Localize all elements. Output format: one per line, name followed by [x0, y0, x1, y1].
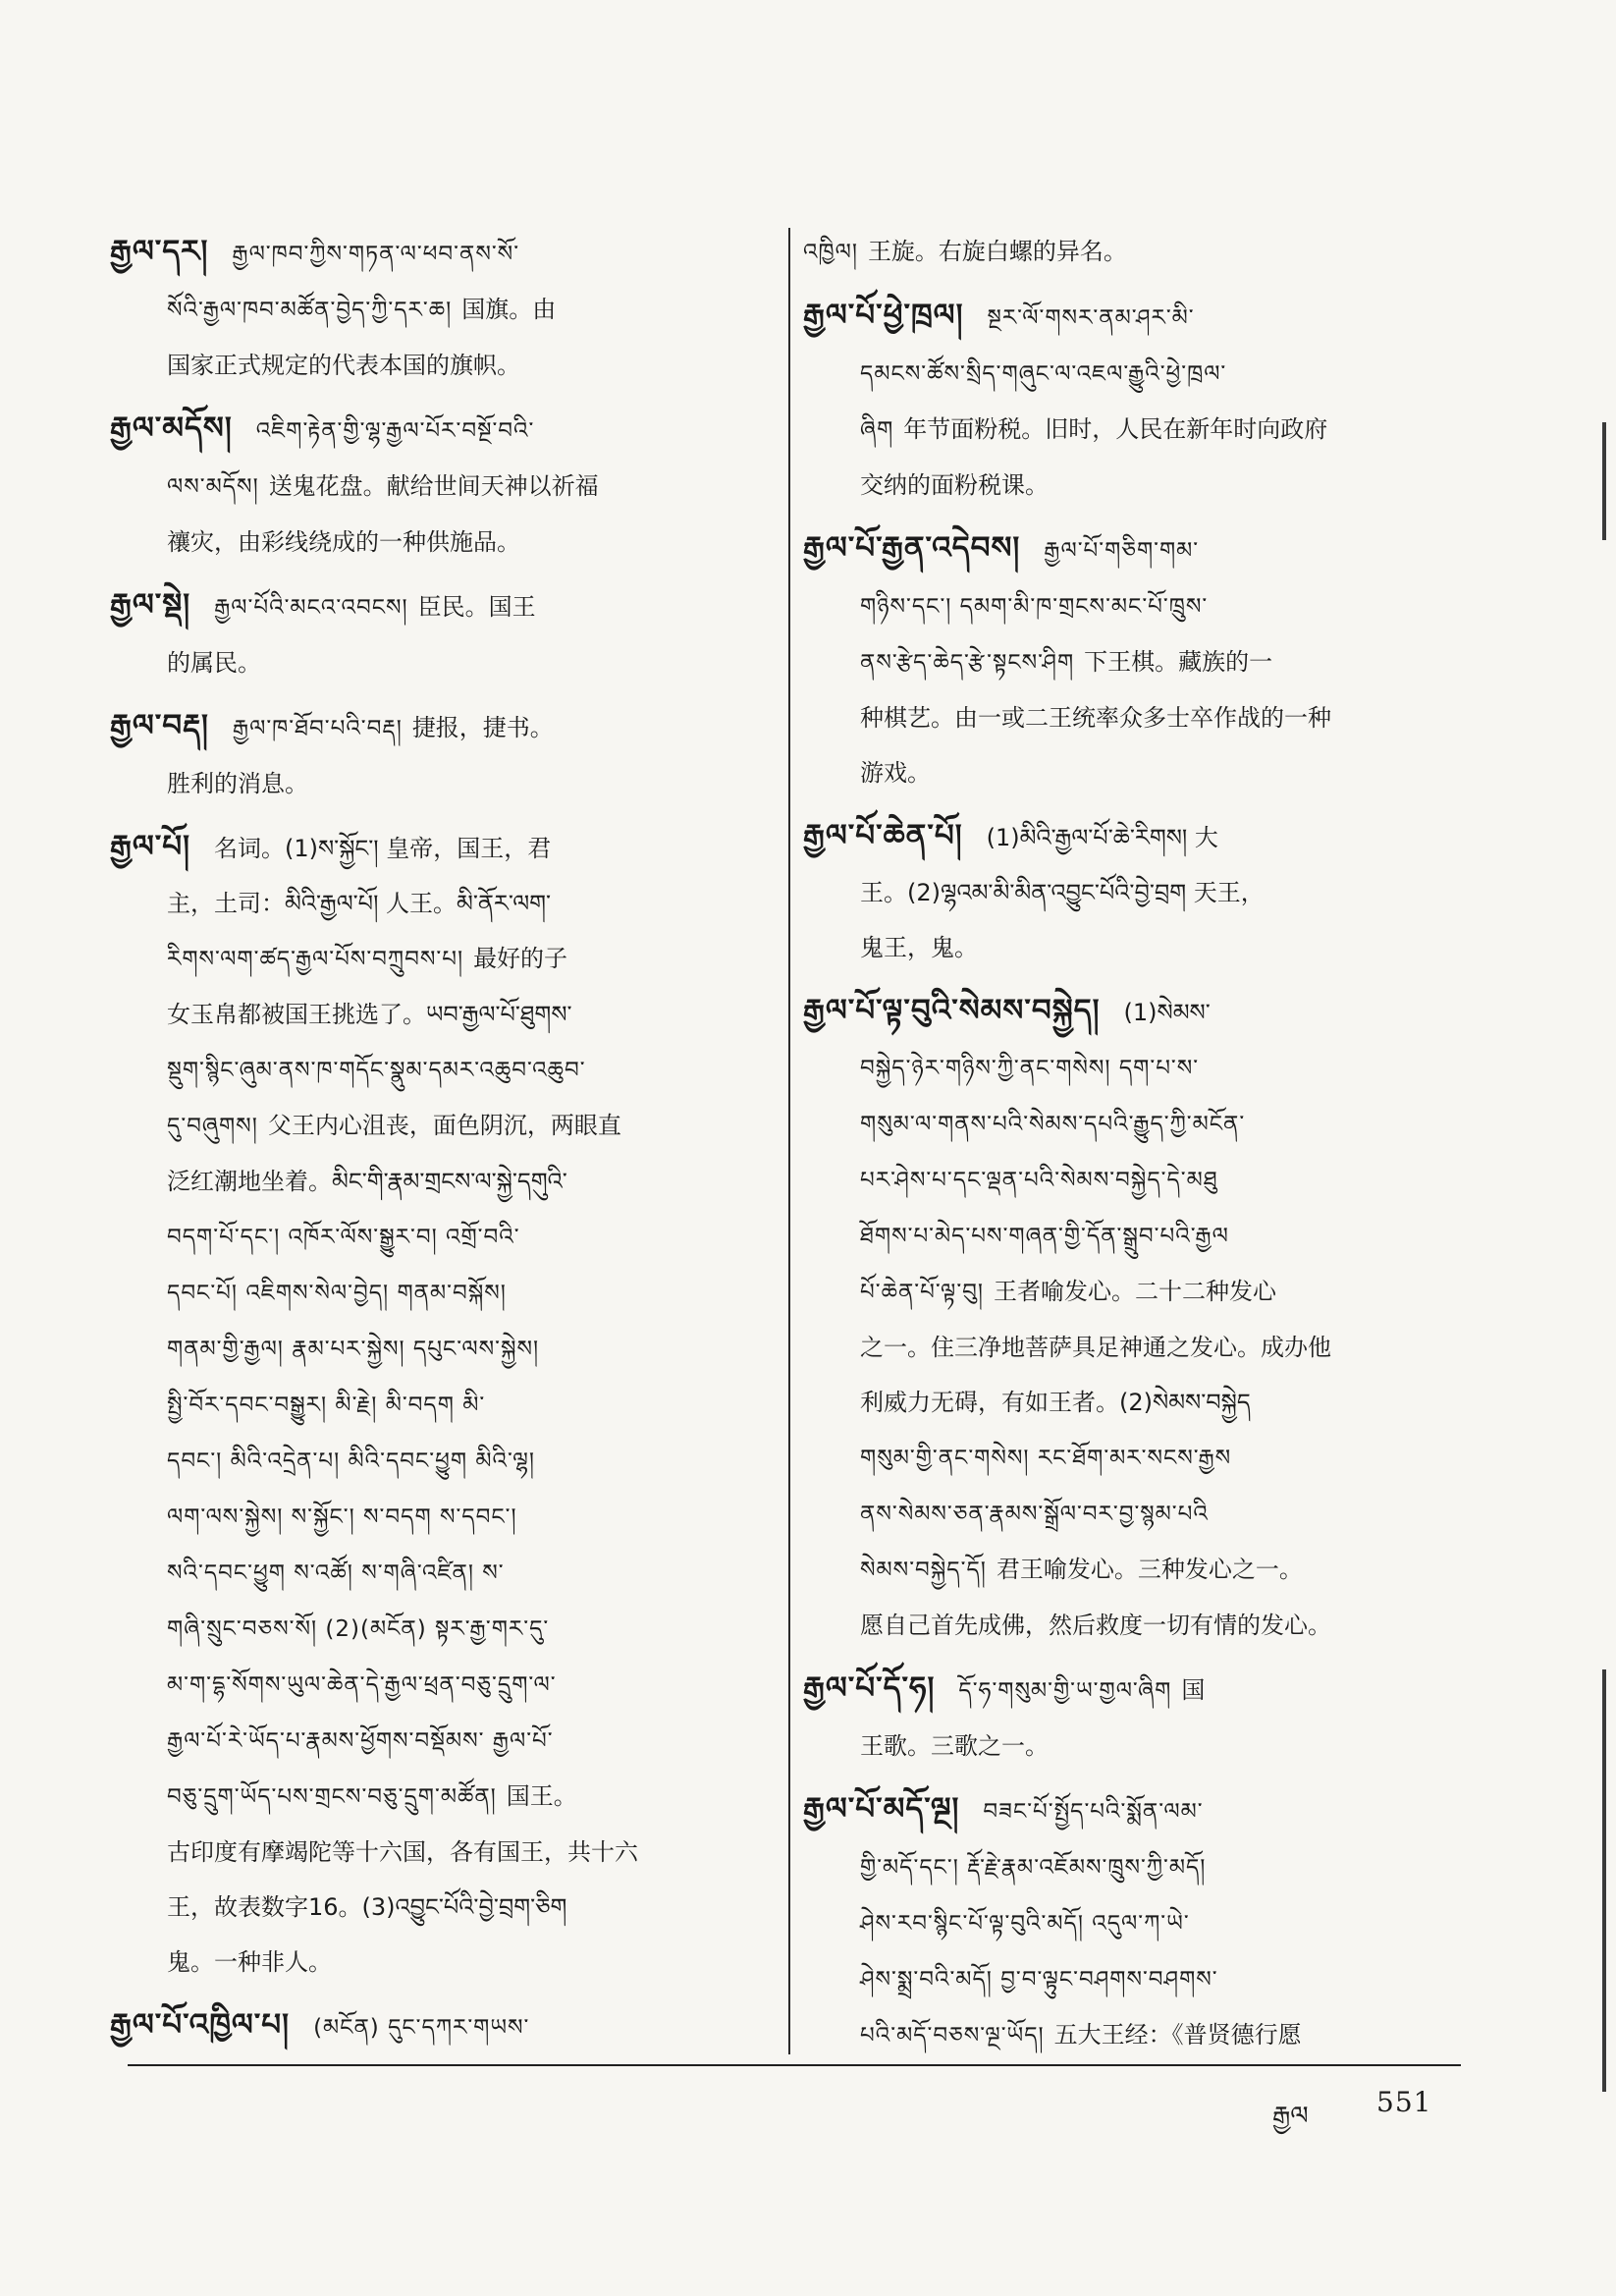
column-divider: [788, 228, 790, 2054]
entry-line: [803, 1430, 1471, 1486]
entry-line: [803, 1781, 1471, 1839]
chinese-text: 五大王经：《普贤德行愿: [1053, 2021, 1302, 2049]
tibetan-text: གསུམ་གྱི་ནང་གསེས། རང་ཐོག་མར་སངས་རྒྱས: [860, 1446, 1232, 1471]
dictionary-entry: [803, 1781, 1471, 2063]
entry-line: [803, 346, 1471, 402]
entry-line: [110, 1601, 758, 1657]
chinese-text: 王者喻发心。二十二种发心: [994, 1278, 1277, 1305]
dictionary-entry: [110, 401, 758, 570]
tibetan-text: རྒྱལ་ཁ་ཐོབ་པའི་བརྡ།: [232, 716, 403, 741]
entry-line: [110, 459, 758, 515]
headword: རྒྱལ་མདོས།: [110, 410, 233, 446]
chinese-text: 父王内心沮丧，面色阴沉，两眼直: [267, 1112, 621, 1139]
tibetan-text: སྤྱི་བོར་དབང་བསྒྱུར། མི་རྗེ། མི་བདག མི་: [167, 1393, 486, 1418]
chinese-text: 鬼。一种非人。: [167, 1948, 332, 1976]
tibetan-text: དབང་། མིའི་འདྲེན་པ། མིའི་དབང་ཕྱུག མིའི་ལྷ།: [167, 1449, 536, 1474]
chinese-text: 古印度有摩竭陀等十六国，各有国王，共十六: [167, 1838, 638, 1866]
tibetan-text: དོ་ཧ་གསུམ་གྱི་ཡ་གྱལ་ཞིག: [958, 1678, 1172, 1704]
tibetan-text: སྡུག་སྙིང་ཞུམ་ནས་ཁ་གདོང་སྣུམ་དམར་འཆུབ་འཆུབ་: [167, 1058, 586, 1083]
entry-line: [110, 515, 758, 570]
chinese-text: 捷报，捷书。: [411, 714, 554, 741]
tibetan-text: པོ་ཆེན་པོ་ལྟ་བུ།: [860, 1280, 985, 1305]
entry-line: [803, 520, 1471, 578]
tibetan-text: དུ་བཞུགས།: [167, 1114, 258, 1139]
entry-line: [803, 402, 1471, 458]
running-head: རྒྱལ: [1272, 2102, 1309, 2131]
edge-mark: [1602, 1669, 1606, 2092]
tibetan-text: བཟང་པོ་སྤྱོད་པའི་སྨོན་ལམ་: [983, 1799, 1204, 1825]
entry-line: [803, 1264, 1471, 1320]
entry-line: [110, 224, 758, 282]
chinese-text: 臣民。国王: [417, 593, 536, 621]
entry-line: [110, 819, 758, 876]
tibetan-text: བསྐྱེད་ཉེར་གཉིས་ཀྱི་ནང་གསེས། དག་པ་ས་: [860, 1056, 1200, 1081]
dictionary-entry: [110, 819, 758, 1990]
entry-line: [110, 635, 758, 690]
chinese-text: 国: [1181, 1676, 1206, 1704]
chinese-text: 利威力无碍，有如王者。(2)སེམས་བསྐྱེད: [860, 1389, 1251, 1416]
tibetan-text: ཤེས་རབ་སྙིང་པོ་ལྟ་བུའི་མདོ། འདུལ་ཀ་ཡེ་: [860, 1911, 1190, 1937]
footer-rule: [128, 2064, 1461, 2066]
tibetan-text: སོའི་རྒྱལ་ཁབ་མཚོན་བྱེད་ཀྱི་དར་ཆ།: [167, 298, 453, 323]
entry-line: [803, 1895, 1471, 1951]
tibetan-text: འཇིག་རྟེན་གྱི་ལྷ་རྒྱལ་པོར་བསྔོ་བའི་: [255, 418, 535, 444]
tibetan-text: ཞིག: [860, 417, 894, 443]
entry-line: [110, 1433, 758, 1489]
dictionary-entry: [110, 224, 758, 393]
chinese-text: 国王。: [506, 1782, 577, 1810]
headword: རྒྱལ་པོ།: [110, 829, 190, 864]
page-number: 551: [1376, 2086, 1432, 2118]
chinese-text: 游戏。: [860, 759, 931, 787]
tibetan-text: ནས་རྩེད་ཆེད་རྩེ་སྟངས་ཤིག: [860, 650, 1075, 676]
entry-line: [803, 1040, 1471, 1096]
entry-line: [110, 1377, 758, 1433]
chinese-text: 主，土司：མིའི་རྒྱལ་པོ། 人王。མི་ནོར་ལག་: [167, 890, 552, 917]
entry-line: [803, 865, 1471, 920]
entry-line: [803, 1951, 1471, 2007]
chinese-text: 君王喻发心。三种发心之一。: [996, 1556, 1303, 1583]
chinese-text: 愿自己首先成佛，然后救度一切有情的发心。: [860, 1612, 1331, 1639]
headword: རྒྱལ་པོ་ལྟ་བུའི་སེམས་བསྐྱེད།: [803, 993, 1101, 1028]
dictionary-entry: [110, 698, 758, 811]
entry-line: [110, 1098, 758, 1154]
entry-line: [803, 808, 1471, 865]
tibetan-text: སེམས་བསྐྱེད་དོ།: [860, 1558, 987, 1583]
tibetan-text: གནམ་གྱི་རྒྱལ། རྣམ་པར་སྐྱེས། དཔུང་ལས་སྐྱེས།: [167, 1337, 540, 1362]
entry-line: [110, 282, 758, 338]
tibetan-text: ལས་མདོས།: [167, 474, 259, 500]
entry-line: [110, 338, 758, 393]
chinese-text: 王旋。右旋白螺的异名。: [867, 238, 1127, 265]
entry-line: [803, 1661, 1471, 1719]
tibetan-text: སྔར་ལོ་གསར་ནམ་ཤར་མི་: [987, 305, 1195, 331]
tibetan-text: དབང་པོ། འཇིགས་སེལ་བྱེད། གནམ་བསྐོས།: [167, 1281, 507, 1306]
entry-line: [110, 1825, 758, 1880]
dictionary-entry: [803, 808, 1471, 975]
entry-line: [110, 1769, 758, 1825]
entry-line: [803, 1152, 1471, 1208]
chinese-text: 年节面粉税。旧时，人民在新年时向政府: [903, 415, 1328, 443]
chinese-text: 胜利的消息。: [167, 770, 308, 797]
tibetan-text: གཞི་སྲུང་བཅས་སོ། (2)(མངོན) སྟར་རྒྱ་གར་དུ་: [167, 1616, 550, 1642]
entry-line: [110, 577, 758, 635]
entry-line: [110, 401, 758, 459]
tibetan-text: བཅུ་དྲུག་ཡོད་པས་གྲངས་བཅུ་དྲུག་མཚོན།: [167, 1784, 497, 1810]
tibetan-text: དམངས་ཚོས་སྲིད་གཞུང་ལ་འཇལ་རྒྱུའི་ཕྱེ་ཁྲལ་: [860, 361, 1227, 387]
headword: རྒྱལ་བརྡ།: [110, 708, 209, 743]
dictionary-entry: [110, 1997, 758, 2055]
entry-line: [110, 1657, 758, 1713]
headword: རྒྱལ་པོ་དོ་ཧ།: [803, 1670, 936, 1706]
entry-line: [803, 1320, 1471, 1375]
chinese-text: 王歌。三歌之一。: [860, 1732, 1049, 1760]
headword: རྒྱལ་པོ་ཆེན་པོ།: [803, 818, 963, 853]
chinese-text: 的属民。: [167, 649, 261, 677]
chinese-text: 之一。住三净地菩萨具足神通之发心。成办他: [860, 1334, 1331, 1361]
entry-line: [803, 458, 1471, 513]
headword: རྒྱལ་པོ་ཕྱེ་ཁྲལ།: [803, 298, 964, 333]
chinese-text: 泛红潮地坐着。མིང་གི་རྣམ་གྲངས་ལ་སྐྱེ་དགུའི་: [167, 1168, 567, 1195]
dictionary-entry: [110, 577, 758, 690]
headword: རྒྱལ་པོ་འཁྱིལ་པ།: [110, 2007, 291, 2043]
entry-line: [803, 690, 1471, 745]
chinese-text: 国旗。由: [461, 296, 557, 323]
tibetan-text: པར་ཤེས་པ་དང་ལྡན་པའི་སེམས་བསྐྱེད་དེ་མཐུ: [860, 1168, 1218, 1193]
tibetan-text: པའི་མདོ་བཅས་ལྔ་ཡོད།: [860, 2023, 1045, 2049]
entry-line: [110, 1713, 758, 1769]
entry-line: [803, 1486, 1471, 1542]
entry-line: [803, 745, 1471, 800]
dictionary-entry: [803, 288, 1471, 513]
chinese-text: 最好的子: [473, 945, 568, 972]
entry-line: [803, 1719, 1471, 1774]
entry-line: [110, 698, 758, 756]
entry-line: [803, 983, 1471, 1040]
chinese-text: (1)མིའི་རྒྱལ་པོ་ཆེ་རིགས། 大: [986, 824, 1218, 851]
entry-line: [110, 1265, 758, 1321]
tibetan-text: ལག་ལས་སྐྱེས། ས་སྐྱོང་། ས་བདག ས་དབང་།: [167, 1504, 517, 1530]
right-column: [803, 224, 1471, 2071]
chinese-text: 鬼王，鬼。: [860, 934, 978, 961]
dictionary-entry: [803, 983, 1471, 1653]
tibetan-text: (མངོན) དུང་དཀར་གཡས་: [313, 2015, 530, 2041]
tibetan-text: གྱི་མདོ་དང་། རྡོ་རྗེ་རྣམ་འཇོམས་ཁྲུས་ཀྱི་མདོ།: [860, 1855, 1207, 1881]
entry-line: [110, 1321, 758, 1377]
entry-line: [803, 224, 1471, 280]
entry-line: [803, 2007, 1471, 2063]
entry-line: [110, 987, 758, 1042]
tibetan-text: ཐོགས་པ་མེད་པས་གཞན་གྱི་དོན་སྒྲུབ་པའི་རྒྱལ: [860, 1224, 1229, 1249]
chinese-text: 王。(2)ལྷའམ་མི་མིན་འབྱུང་པོའི་བྱེ་བྲག 天王，: [860, 879, 1265, 906]
entry-line: [110, 1997, 758, 2055]
entry-line: [803, 1208, 1471, 1264]
chinese-text: 女玉帛都被国王挑选了。ཡབ་རྒྱལ་པོ་ཐུགས་: [167, 1001, 572, 1028]
entry-line: [110, 1154, 758, 1209]
dictionary-entry: [803, 1661, 1471, 1774]
entry-line: [110, 1935, 758, 1990]
entry-line: [803, 1598, 1471, 1653]
entry-line: [803, 1839, 1471, 1895]
chinese-text: 种棋艺。由一或二王统率众多士卒作战的一种: [860, 704, 1331, 732]
entry-line: [803, 1375, 1471, 1430]
tibetan-text: ཤེས་སྨྲ་བའི་མདོ། བྱ་བ་ལྟུང་བཤགས་བཤགས་: [860, 1967, 1218, 1993]
entry-line: [110, 1209, 758, 1265]
chinese-text: (1)སེམས་: [1123, 999, 1211, 1026]
entry-line: [110, 931, 758, 987]
edge-mark: [1602, 422, 1606, 540]
chinese-text: 交纳的面粉税课。: [860, 471, 1049, 499]
chinese-text: 送鬼花盘。献给世间天神以祈福: [268, 472, 599, 500]
entry-line: [110, 756, 758, 811]
tibetan-text: རྒྱལ་པོ་རེ་ཡོད་པ་རྣམས་ཕྱོགས་བསྡོམས་ རྒྱལ་པོ་: [167, 1728, 554, 1754]
tibetan-text: བདག་པོ་དང་། འཁོར་ལོས་སྒྱུར་བ། འགྲོ་བའི་: [167, 1225, 520, 1250]
entry-line: [803, 920, 1471, 975]
entry-line: [110, 1880, 758, 1935]
tibetan-text: རྒྱལ་ཁབ་ཀྱིས་གཏན་ལ་ཕབ་ནས་སོ་: [232, 242, 520, 267]
tibetan-text: སའི་དབང་ཕྱུག ས་འཚོ། ས་གཞི་འཛིན། ས་: [167, 1560, 505, 1586]
chinese-text: 国家正式规定的代表本国的旗帜。: [167, 352, 520, 379]
headword: རྒྱལ་པོ་མདོ་ལྔ།: [803, 1791, 960, 1827]
dictionary-entry: [803, 520, 1471, 800]
entry-line: [110, 1545, 758, 1601]
headword: རྒྱལ་སྡེ།: [110, 587, 191, 623]
entry-line: [803, 578, 1471, 634]
dictionary-entry: [803, 224, 1471, 280]
entry-line: [110, 876, 758, 931]
tibetan-text: རྒྱལ་པོ་གཅིག་གམ་: [1044, 538, 1200, 564]
entry-line: [803, 1096, 1471, 1152]
tibetan-text: འཁྱིལ།: [803, 240, 858, 265]
entry-line: [110, 1489, 758, 1545]
left-column: [110, 224, 758, 2063]
headword: རྒྱལ་པོ་རྒྱན་འདེབས།: [803, 530, 1021, 566]
tibetan-text: གསུམ་ལ་གནས་པའི་སེམས་དཔའི་རྒྱུད་ཀྱི་མངོན་: [860, 1112, 1246, 1137]
tibetan-text: རིགས་ལག་ཚད་རྒྱལ་པོས་བཀྲུབས་པ།: [167, 947, 464, 972]
entry-line: [803, 1542, 1471, 1598]
chinese-text: 禳灾，由彩线绕成的一种供施品。: [167, 528, 520, 556]
tibetan-text: རྒྱལ་པོའི་མངའ་འབངས།: [214, 595, 408, 621]
tibetan-text: གཉིས་དང་། དམག་མི་ཁ་གྲངས་མང་པོ་ཁྲུས་: [860, 594, 1209, 620]
headword: རྒྱལ་དར།: [110, 234, 209, 269]
entry-line: [803, 288, 1471, 346]
entry-line: [803, 634, 1471, 690]
chinese-text: 名词。(1)ས་སྐྱོང་། 皇帝，国王，君: [213, 835, 552, 862]
chinese-text: 下王棋。藏族的一: [1084, 648, 1273, 676]
tibetan-text: ནས་སེམས་ཅན་རྣམས་སྒྲོལ་བར་བྱ་སྙམ་པའི: [860, 1502, 1209, 1527]
tibetan-text: མ་ག་དྷ་སོགས་ཡུལ་ཆེན་དེ་རྒྱལ་ཕྲན་བཅུ་དྲུག་ལ་: [167, 1672, 557, 1698]
entry-line: [110, 1042, 758, 1098]
chinese-text: 王，故表数字16。(3)འབྱུང་པོའི་བྱེ་བྲག་ཅིག: [167, 1893, 567, 1921]
